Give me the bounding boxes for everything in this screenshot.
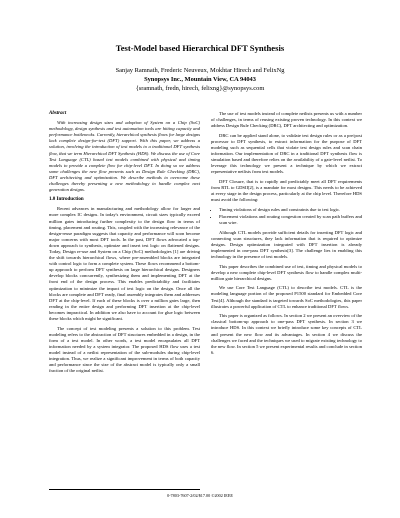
body-paragraph: This paper describes the combined use of test, timing and physical models to develop a new complete chip-level DFT synthesis flow to handle complex multi-million gate hierarchical designs. — [211, 263, 362, 281]
copyright-footer: 0-7803-7607-2/02/$17.00 ©2002 IEEE — [167, 493, 233, 498]
paper-title: Test-Model based Hierarchical DFT Synthesis — [115, 43, 285, 53]
abstract-text: With increasing design sizes and adoption of System on a Chip (SoC) methodology, design synthesis and test automation tools are hitting capacity and performance bottlenecks. Currently, hierarchical synthesis flows for large designs lack complete design-for-test (DFT) support. With this paper, we address a solution, involving the introduction of test models to a traditional DFT synthesis flow, that we term Hierarchical DFT Synthesis (HDS). We discuss the use of Core Test Language (CTL) based test models combined with physical and timing models to provide a complete flow for chip-level DFT. In doing so we address some challenges the new flow presents such as Design Rule Checking (DRC), DFT architecting and optimization. We describe methods to overcome these challenges thereby presenting a new methodology to handle complex next generation designs. — [49, 120, 200, 193]
left-column — [49, 111, 200, 378]
list-item: • Timing violations of design rules and constraints due to test logic. — [219, 207, 362, 213]
list-item: • Placement violations and routing congestion created by scan path buffers and scan wire. — [219, 214, 362, 226]
intro-paragraph: Recent advances in manufacturing and methodology allow for larger and more complex IC designs. In today's environment, circuit sizes typically exceed million gates introducing further complexity to the design flow in terms of timing, placement and routing. This, coupled with the increasing relevance of the design-reuse paradigm suggests that capacity and performance will soon become major concerns with most DFT tools. In the past, DFT flows advocated a top-down approach to synthesis, optimize and insert test logic on flattened designs. Today, Design re-use and System on a Chip (SoC) methodologies [1] are driving the shift towards hierarchical flows, where pre-assembled blocks are integrated with control logic to form a complete system. These flows recommend a bottom-up approach to perform DFT synthesis on large hierarchical designs. Designers develop blocks concurrently, synthesizing them and implementing DFT at the front end of the design process. This enables predictability and facilitates optimization to minimize the impact of test logic on the design. Once all the blocks are complete and DFT ready, final assembly integrates them and addresses DFT at the chip-level. If each of these blocks is over a million gates large, then reading in the entire design and performing DFT insertion at the chip-level becomes impractical. In addition we also have to account for glue logic between these blocks which might be significant. — [49, 206, 200, 321]
body-paragraph: The use of test models instead of complete netlists presents us with a number of challenges, in terms of reusing existing proven technology. In this context we address Design Rule Checking (DRC), DFT architecting and optimization. — [211, 111, 362, 129]
body-paragraph: Although CTL models provide sufficient details for inserting DFT logic and connecting scan structures, they lack information that is required to optimize designs. Design optimization integrated with DFT insertion is already implemented in one-pass DFT synthesis[3]. The challenge lies in enabling this technology in the presence of test models. — [211, 229, 362, 259]
body-paragraph: We use Core Test Language (CTL) to describe test models. CTL is the modeling language portion of the proposed P1500 standard for Embedded Core Test[4]. Although the standard is targeted towards SoC methodologies, this paper illustrates a powerful application of CTL to enhance traditional DFT flows. — [211, 285, 362, 309]
body-paragraph: DRC can be applied stand alone, to validate test design rules or as a pre/post processor to DFT synthesis, to extract information for the purpose of DFT modeling such as sequential cells that violate test design rules and scan chain information. Our implementation of DRC in a traditional DFT synthesis flow is simulation based and therefore relies on the availability of a gate-level netlist. To leverage this technology we present a technique by which we extract representative netlists from test models. — [211, 132, 362, 175]
footer-rule — [49, 489, 200, 490]
body-paragraph: DFT Closure, that is to rapidly and predictably meet all DFT requirements from RTL to GDSII[2], is a mandate for most designs. This needs to be achieved at every stage in the design process, particularly at the chip level. Therefore HDS must avoid the following: — [211, 178, 362, 203]
right-column — [211, 111, 362, 359]
paper-affiliation: Synopsys Inc., Mountain View, CA 94043 — [144, 76, 256, 83]
paper-email: {sramnath, fredn, hirech, felixng}@synopsys.com — [135, 85, 265, 92]
abstract-heading: Abstract — [49, 111, 67, 116]
intro-heading: 1.0 Introduction — [49, 197, 84, 203]
requirements-list — [211, 207, 362, 226]
paper-authors: Sanjay Ramnath, Frederic Neuveux, Mokhtar Hirech and FelixNg — [115, 67, 285, 74]
body-paragraph: This paper is organized as follows. In section 2 we present an overview of the classical bottom-up approach to one-pass DFT synthesis. In section 3 we introduce HDS. In this context we briefly introduce some key concepts of CTL and present the new flow and its advantages. In section 4 we discuss the challenges we faced and the techniques we used to migrate existing technology to the new flow. In section 5 we present experimental results and conclude in section 6. — [211, 313, 362, 355]
intro-paragraph: The concept of test modeling presents a solution to this problem. Test modeling refers to the abstraction of DFT structures embedded in a design, in the form of a test model. In other words, a test model encapsulates all DFT information needed by a system integrator. The proposed HDS flow uses a test model instead of a netlist representation of the sub-modules during chip-level integration. Thus, we realize a significant improvement in terms of both capacity and performance since the size of the abstract model is typically only a small fraction of the original netlist. — [49, 325, 200, 374]
